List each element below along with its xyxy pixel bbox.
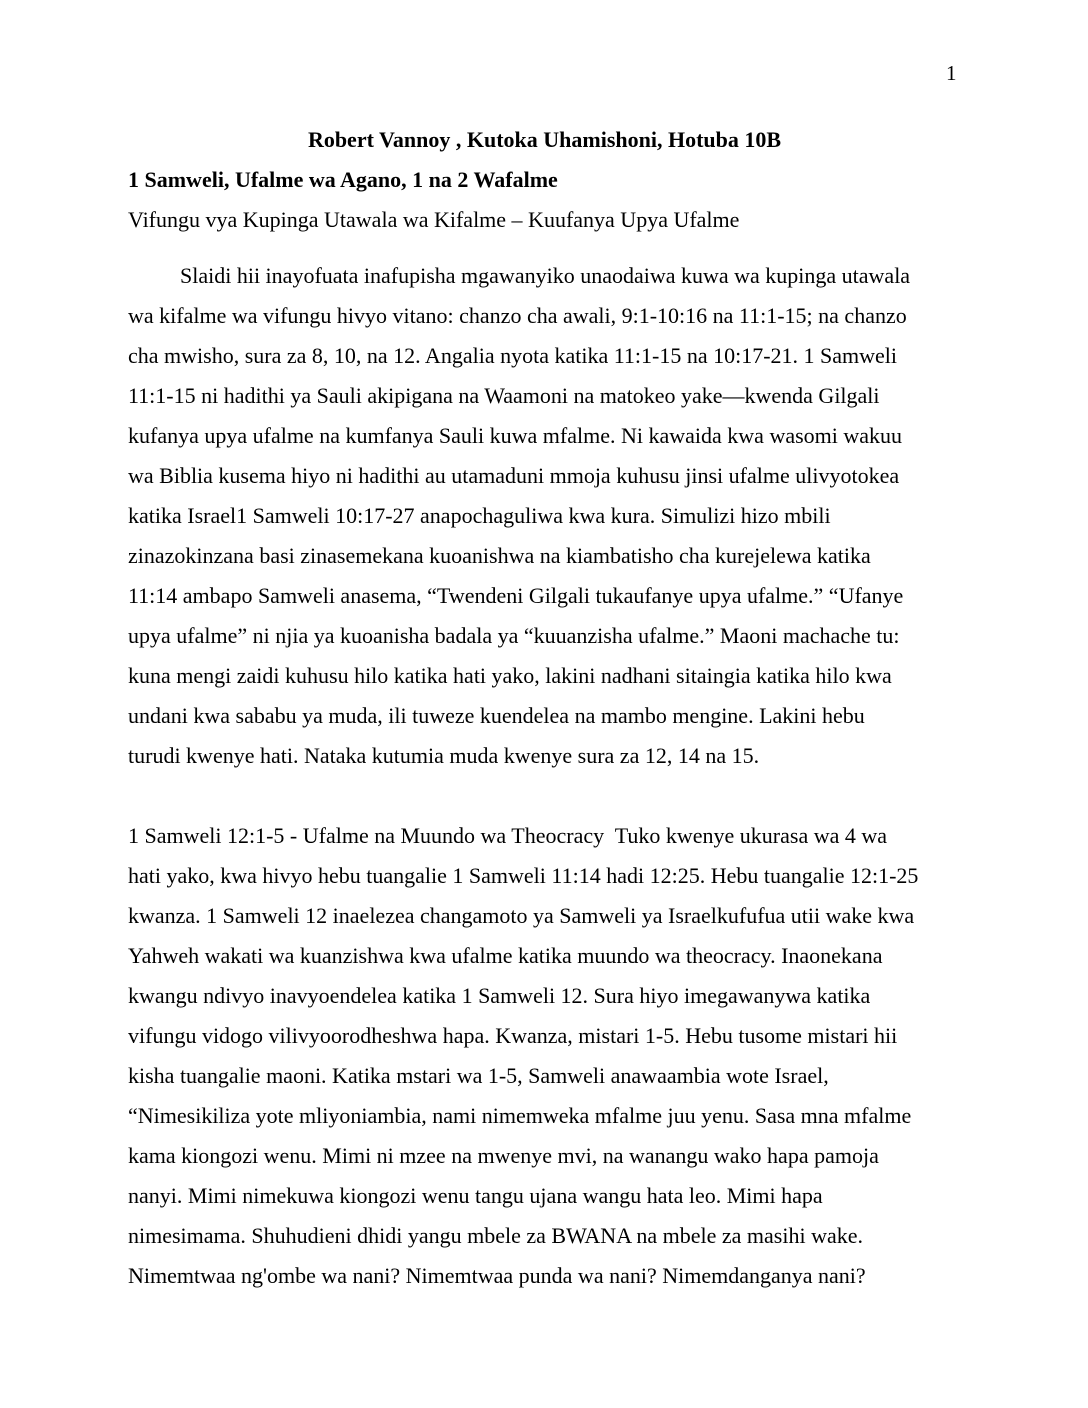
text-line: kisha tuangalie maoni. Katika mstari wa 1-5, Samweli anawaambia wote Israel, xyxy=(128,1063,829,1088)
text-line: kwanza. 1 Samweli 12 inaelezea changamoto ya Samweli ya Israelkufufua utii wake kwa xyxy=(128,903,915,928)
text-line: kuna mengi zaidi kuhusu hilo katika hati yako, lakini nadhani sitaingia katika hilo kwa xyxy=(128,663,892,688)
document-heading: 1 Samweli, Ufalme wa Agano, 1 na 2 Wafalme xyxy=(128,167,558,192)
paragraph xyxy=(128,256,961,776)
text-line: wa Biblia kusema hiyo ni hadithi au utamaduni mmoja kuhusu jinsi ufalme ulivyotokea xyxy=(128,463,900,488)
text-line: kwangu ndivyo inavyoendelea katika 1 Samweli 12. Sura hiyo imegawanywa katika xyxy=(128,983,871,1008)
page-content xyxy=(128,120,961,1296)
text-line: nimesimama. Shuhudieni dhidi yangu mbele za BWANA na mbele za masihi wake. xyxy=(128,1223,863,1248)
text-line: 11:1-15 ni hadithi ya Sauli akipigana na Waamoni na matokeo yake—kwenda Gilgali xyxy=(128,383,880,408)
text-line: 11:14 ambapo Samweli anasema, “Twendeni Gilgali tukaufanye upya ufalme.” “Ufanye xyxy=(128,583,904,608)
text-line: cha mwisho, sura za 8, 10, na 12. Angalia nyota katika 11:1-15 na 10:17-21. 1 Samweli xyxy=(128,343,898,368)
text-line: turudi kwenye hati. Nataka kutumia muda kwenye sura za 12, 14 na 15. xyxy=(128,743,760,768)
text-line: Yahweh wakati wa kuanzishwa kwa ufalme katika muundo wa theocracy. Inaonekana xyxy=(128,943,883,968)
paragraph xyxy=(128,816,961,1296)
document-subheading: Vifungu vya Kupinga Utawala wa Kifalme – Kuufanya Upya Ufalme xyxy=(128,207,740,232)
text-line: undani kwa sababu ya muda, ili tuweze kuendelea na mambo mengine. Lakini hebu xyxy=(128,703,865,728)
text-line: zinazokinzana basi zinasemekana kuoanishwa na kiambatisho cha kurejelewa katika xyxy=(128,543,871,568)
text-line: “Nimesikiliza yote mliyoniambia, nami nimemweka mfalme juu yenu. Sasa mna mfalme xyxy=(128,1103,912,1128)
text-line: Nimemtwaa ng'ombe wa nani? Nimemtwaa punda wa nani? Nimemdanganya nani? xyxy=(128,1263,866,1288)
text-line: nanyi. Mimi nimekuwa kiongozi wenu tangu ujana wangu hata leo. Mimi hapa xyxy=(128,1183,823,1208)
text-line: hati yako, kwa hivyo hebu tuangalie 1 Samweli 11:14 hadi 12:25. Hebu tuangalie 12:1-25 xyxy=(128,863,919,888)
text-line: wa kifalme wa vifungu hivyo vitano: chanzo cha awali, 9:1-10:16 na 11:1-15; na chanzo xyxy=(128,303,907,328)
text-line: katika Israel1 Samweli 10:17-27 anapochaguliwa kwa kura. Simulizi hizo mbili xyxy=(128,503,831,528)
text-line: kama kiongozi wenu. Mimi ni mzee na mwenye mvi, na wanangu wako hapa pamoja xyxy=(128,1143,879,1168)
text-line: upya ufalme” ni njia ya kuoanisha badala ya “kuuanzisha ufalme.” Maoni machache tu: xyxy=(128,623,900,648)
text-line: kufanya upya ufalme na kumfanya Sauli kuwa mfalme. Ni kawaida kwa wasomi wakuu xyxy=(128,423,903,448)
paragraph-list xyxy=(128,256,961,1296)
text-line: vifungu vidogo vilivyoorodheshwa hapa. Kwanza, mistari 1-5. Hebu tusome mistari hii xyxy=(128,1023,898,1048)
page-number: 1 xyxy=(946,61,957,85)
document-title: Robert Vannoy , Kutoka Uhamishoni, Hotuba 10B xyxy=(307,127,782,152)
text-line: Slaidi hii inayofuata inafupisha mgawanyiko unaodaiwa kuwa wa kupinga utawala xyxy=(180,263,911,288)
text-line: 1 Samweli 12:1-5 - Ufalme na Muundo wa Theocracy Tuko kwenye ukurasa wa 4 wa xyxy=(128,823,888,848)
